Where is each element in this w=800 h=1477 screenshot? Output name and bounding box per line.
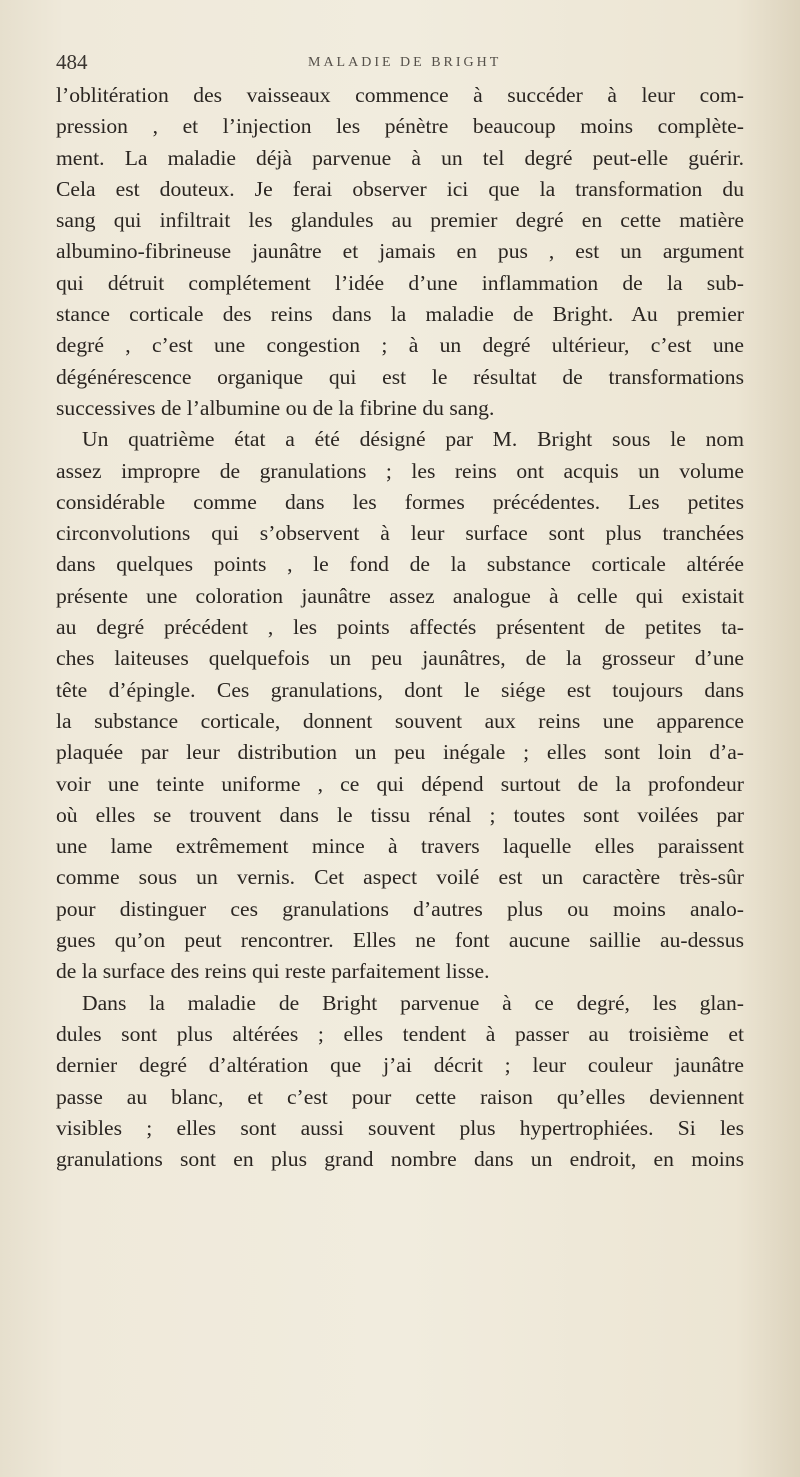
text-line: degré , c’est une congestion ; à un degré ultérieur, c’est une bbox=[56, 333, 744, 358]
text-line: tête d’épingle. Ces granulations, dont le siége est toujours dans bbox=[56, 677, 744, 702]
text-line: granulations sont en plus grand nombre dans un endroit, en moins bbox=[56, 1147, 744, 1172]
page-number: 484 bbox=[56, 50, 88, 74]
text-line: assez impropre de granulations ; les reins ont acquis un volume bbox=[56, 458, 744, 483]
text-line: la substance corticale, donnent souvent aux reins une apparence bbox=[56, 708, 744, 733]
text-line: plaquée par leur distribution un peu inégale ; elles sont loin d’a- bbox=[56, 740, 744, 765]
body-text bbox=[56, 80, 744, 1175]
text-line: sang qui infiltrait les glandules au premier degré en cette matière bbox=[56, 208, 744, 233]
text-line: au degré précédent , les points affectés présentent de petites ta- bbox=[56, 615, 744, 640]
text-line: pression , et l’injection les pénètre beaucoup moins complète- bbox=[56, 114, 744, 139]
text-line: albumino-fibrineuse jaunâtre et jamais en pus , est un argument bbox=[56, 239, 744, 264]
text-line: une lame extrêmement mince à travers laquelle elles paraissent bbox=[56, 834, 744, 859]
text-line: Un quatrième état a été désigné par M. Bright sous le nom bbox=[82, 427, 744, 452]
text-line: gues qu’on peut rencontrer. Elles ne font aucune saillie au-dessus bbox=[56, 928, 744, 953]
text-line: successives de l’albumine ou de la fibrine du sang. bbox=[56, 395, 495, 420]
text-line: stance corticale des reins dans la maladie de Bright. Au premier bbox=[56, 302, 744, 327]
text-line: dules sont plus altérées ; elles tendent à passer au troisième et bbox=[56, 1021, 744, 1046]
text-line: dernier degré d’altération que j’ai décrit ; leur couleur jaunâtre bbox=[56, 1053, 744, 1078]
running-head: MALADIE DE BRIGHT bbox=[308, 55, 502, 70]
text-line: Dans la maladie de Bright parvenue à ce degré, les glan- bbox=[82, 990, 744, 1015]
text-line: l’oblitération des vaisseaux commence à succéder à leur com- bbox=[56, 83, 744, 107]
text-line: circonvolutions qui s’observent à leur surface sont plus tranchées bbox=[56, 521, 744, 546]
text-line: de la surface des reins qui reste parfaitement lisse. bbox=[56, 959, 490, 984]
text-line: où elles se trouvent dans le tissu rénal ; toutes sont voilées par bbox=[56, 802, 744, 827]
text-line: Cela est douteux. Je ferai observer ici que la transformation du bbox=[56, 176, 744, 201]
text-line: ches laiteuses quelquefois un peu jaunâtres, de la grosseur d’une bbox=[56, 646, 744, 671]
text-line: comme sous un vernis. Cet aspect voilé est un caractère très-sûr bbox=[56, 865, 744, 890]
text-line: présente une coloration jaunâtre assez analogue à celle qui existait bbox=[56, 583, 744, 608]
text-line: voir une teinte uniforme , ce qui dépend surtout de la profondeur bbox=[56, 771, 744, 796]
text-line: considérable comme dans les formes précédentes. Les petites bbox=[56, 489, 744, 514]
text-line: passe au blanc, et c’est pour cette raison qu’elles deviennent bbox=[56, 1084, 744, 1109]
page-header bbox=[56, 50, 744, 80]
text-line: ment. La maladie déjà parvenue à un tel degré peut-elle guérir. bbox=[56, 145, 744, 170]
text-line: dans quelques points , le fond de la substance corticale altérée bbox=[56, 552, 744, 577]
text-line: pour distinguer ces granulations d’autres plus ou moins analo- bbox=[56, 896, 744, 921]
text-line: visibles ; elles sont aussi souvent plus hypertrophiées. Si les bbox=[56, 1115, 744, 1140]
text-line: qui détruit complétement l’idée d’une inflammation de la sub- bbox=[56, 270, 744, 295]
text-line: dégénérescence organique qui est le résultat de transformations bbox=[56, 364, 744, 389]
